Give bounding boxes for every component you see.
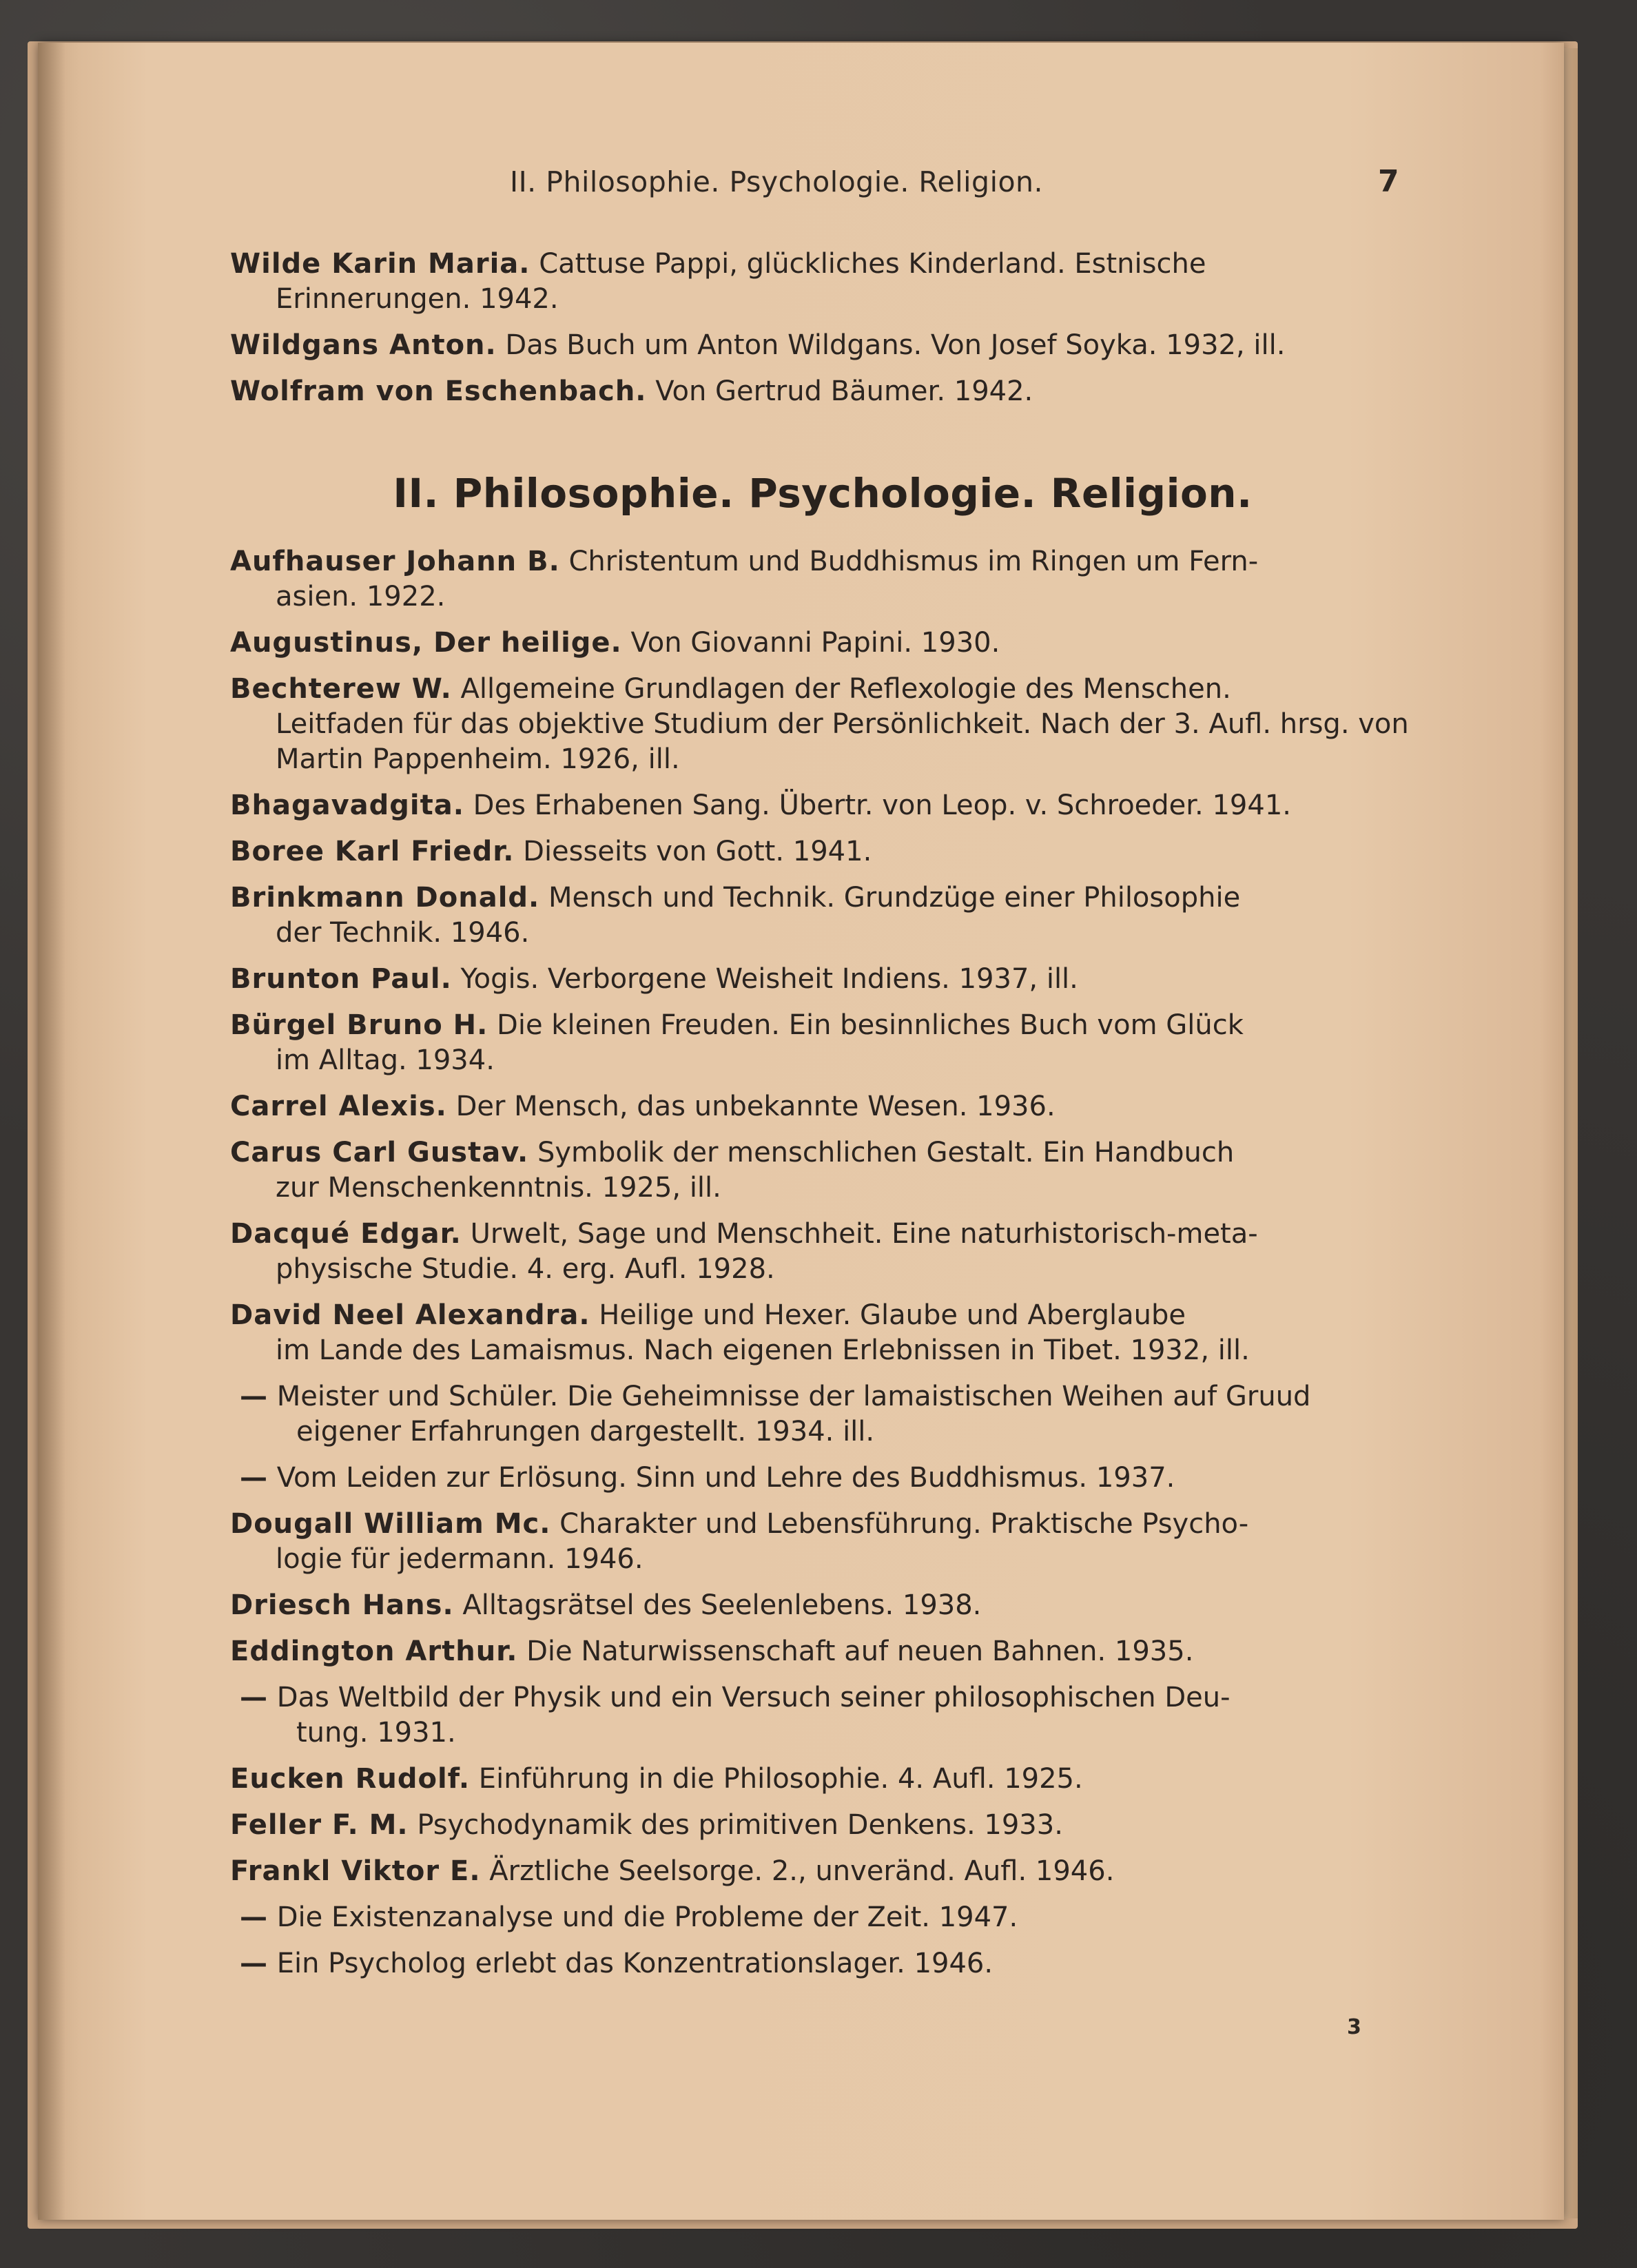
entry-continuation: logie für jedermann. 1946. [276, 1543, 644, 1575]
bibliography-entry [230, 1298, 1415, 1368]
bibliography-entry [230, 1507, 1415, 1577]
entry-title: Psychodynamik des primitiven Denkens. 1933. [408, 1809, 1063, 1841]
bibliography-entry [230, 544, 1415, 615]
bibliography-entry [230, 247, 1415, 317]
entry-continuation: der Technik. 1946. [276, 917, 530, 949]
entry-list [230, 247, 1415, 1992]
bibliography-entry [230, 1217, 1415, 1287]
bibliography-entry [230, 880, 1415, 951]
entry-title: Diesseits von Gott. 1941. [514, 836, 872, 867]
entry-title: Ärztliche Seelsorge. 2., unveränd. Aufl. 1946. [480, 1855, 1115, 1887]
entry-author: David Neel Alexandra. [230, 1299, 590, 1331]
entry-author: Carus Carl Gustav. [230, 1137, 529, 1168]
entry-author: Driesch Hans. [230, 1589, 454, 1621]
entry-author: Aufhauser Johann B. [230, 546, 560, 577]
entry-author: Wilde Karin Maria. [230, 248, 531, 280]
bibliography-entry [230, 962, 1415, 997]
ditto-dash: — [240, 1901, 268, 1933]
ditto-dash: — [240, 1948, 268, 1979]
entry-title: Die Naturwissenschaft auf neuen Bahnen. 1935. [517, 1636, 1194, 1667]
top-entries [230, 247, 1415, 409]
section-title: II. Philosophie. Psychologie. Religion. [393, 470, 1253, 517]
ditto-dash: — [240, 1381, 268, 1412]
ditto-dash: — [240, 1682, 268, 1713]
entry-author: Bürgel Bruno H. [230, 1009, 488, 1041]
bibliography-entry [230, 1808, 1415, 1843]
entry-title: Ein Psycholog erlebt das Konzentrationslager. 1946. [268, 1948, 993, 1979]
entry-title: Allgemeine Grundlagen der Reflexologie des Menschen. [451, 673, 1231, 705]
page-number: 7 [1378, 164, 1399, 199]
entry-author: Eddington Arthur. [230, 1636, 518, 1667]
entry-title: Mensch und Technik. Grundzüge einer Philosophie [539, 882, 1241, 914]
entry-title: Die Existenzanalyse und die Probleme der Zeit. 1947. [268, 1901, 1018, 1933]
entry-author: Feller F. M. [230, 1809, 409, 1841]
bibliography-entry [230, 1089, 1415, 1124]
bibliography-entry [230, 1135, 1415, 1206]
entry-author: Boree Karl Friedr. [230, 836, 515, 867]
entry-author: Dacqué Edgar. [230, 1218, 462, 1250]
bibliography-entry [230, 374, 1415, 409]
entry-author: Carrel Alexis. [230, 1091, 447, 1122]
bibliography-entry [230, 834, 1415, 869]
entry-title: Christentum und Buddhismus im Ringen um Fern- [559, 546, 1259, 577]
entry-author: Wolfram von Eschenbach. [230, 375, 647, 407]
entry-continuation: physische Studie. 4. erg. Aufl. 1928. [276, 1253, 775, 1285]
entry-author: Bhagavadgita. [230, 790, 464, 821]
entry-title: Charakter und Lebensführung. Praktische Psycho- [550, 1508, 1249, 1540]
entry-title: Von Giovanni Papini. 1930. [621, 627, 1000, 659]
bibliography-entry [230, 1900, 1415, 1935]
bibliography-entry [230, 1008, 1415, 1078]
entry-continuation: im Lande des Lamaismus. Nach eigenen Erlebnissen in Tibet. 1932, ill. [276, 1334, 1250, 1366]
entry-continuation: eigener Erfahrungen dargestellt. 1934. ill. [296, 1416, 875, 1447]
entry-author: Eucken Rudolf. [230, 1763, 471, 1795]
entry-title: Das Buch um Anton Wildgans. Von Josef Soyka. 1932, ill. [496, 329, 1286, 361]
entry-title: Meister und Schüler. Die Geheimnisse der lamaistischen Weihen auf Gruud [268, 1381, 1311, 1412]
entry-title: Urwelt, Sage und Menschheit. Eine naturhistorisch-meta- [461, 1218, 1258, 1250]
entry-title: Alltagsrätsel des Seelenlebens. 1938. [453, 1589, 982, 1621]
entry-title: Der Mensch, das unbekannte Wesen. 1936. [446, 1091, 1056, 1122]
entry-continuation: Leitfaden für das objektive Studium der Persönlichkeit. Nach der 3. Aufl. hrsg. von Martin Pappenheim. 1926, ill. [276, 708, 1409, 775]
entry-continuation: tung. 1931. [296, 1717, 456, 1749]
bibliography-entry [230, 328, 1415, 363]
entry-continuation: im Alltag. 1934. [276, 1044, 495, 1076]
entry-continuation: Erinnerungen. 1942. [276, 283, 559, 315]
entry-author: Frankl Viktor E. [230, 1855, 481, 1887]
bibliography-entry [230, 626, 1415, 661]
bibliography-entry [230, 672, 1415, 777]
entry-title: Des Erhabenen Sang. Übertr. von Leop. v. Schroeder. 1941. [464, 790, 1291, 821]
entry-author: Brinkmann Donald. [230, 882, 540, 914]
entry-title: Cattuse Pappi, glückliches Kinderland. Estnische [530, 248, 1206, 280]
entry-author: Augustinus, Der heilige. [230, 627, 622, 659]
entry-title: Yogis. Verborgene Weisheit Indiens. 1937, ill. [451, 963, 1078, 995]
bibliography-entry [230, 1588, 1415, 1623]
bibliography-entry [230, 1634, 1415, 1669]
ditto-dash: — [240, 1462, 268, 1494]
bibliography-entry [230, 1461, 1415, 1496]
entry-title: Von Gertrud Bäumer. 1942. [646, 375, 1033, 407]
bibliography-entry [230, 1680, 1415, 1751]
entry-title: Symbolik der menschlichen Gestalt. Ein Handbuch [528, 1137, 1235, 1168]
entry-author: Brunton Paul. [230, 963, 452, 995]
entry-continuation: zur Menschenkenntnis. 1925, ill. [276, 1172, 721, 1204]
entry-title: Einführung in die Philosophie. 4. Aufl. 1925. [470, 1763, 1083, 1795]
entry-author: Wildgans Anton. [230, 329, 497, 361]
entry-title: Heilige und Hexer. Glaube und Aberglaube [590, 1299, 1186, 1331]
entry-title: Das Weltbild der Physik und ein Versuch seiner philosophischen Deu- [268, 1682, 1231, 1713]
bibliography-entry [230, 788, 1415, 823]
entry-author: Dougall William Mc. [230, 1508, 551, 1540]
signature-mark: 3 [1347, 2015, 1361, 2039]
bibliography-entry [230, 1379, 1415, 1450]
section-entries [230, 544, 1415, 1981]
bibliography-entry [230, 1946, 1415, 1981]
entry-continuation: asien. 1922. [276, 581, 446, 612]
bibliography-entry [230, 1854, 1415, 1889]
entry-title: Vom Leiden zur Erlösung. Sinn und Lehre des Buddhismus. 1937. [268, 1462, 1175, 1494]
running-head: II. Philosophie. Psychologie. Religion. [510, 165, 1044, 198]
bibliography-entry [230, 1762, 1415, 1797]
entry-title: Die kleinen Freuden. Ein besinnliches Buch vom Glück [488, 1009, 1244, 1041]
entry-author: Bechterew W. [230, 673, 452, 705]
